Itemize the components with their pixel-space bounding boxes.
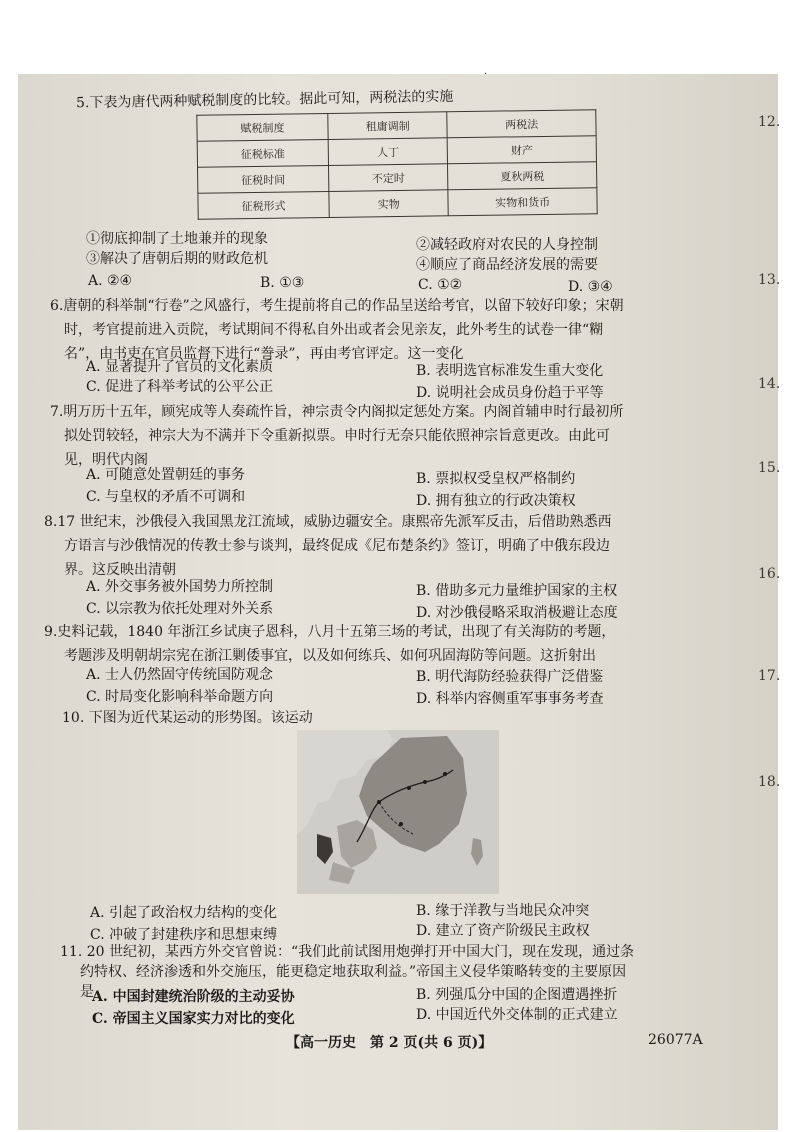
right-question-13: 13.	[758, 272, 781, 288]
right-question-12: 12.	[758, 114, 781, 130]
q9-stem: 9.史料记载，1840 年浙江乡试庚子恩科，八月十五第三场的考试，出现了有关海防的考题，考题涉及明朝胡宗宪在浙江剿倭事宜，以及如何练兵、如何巩固海防等问题。这折射出	[44, 624, 616, 664]
q7-option-a: A. 可随意处置朝廷的事务	[86, 467, 246, 483]
table-cell: 赋税制度	[197, 113, 328, 141]
q10-stem: 10. 下图为近代某运动的形势图。该运动	[62, 710, 313, 726]
q7-option-d: D. 拥有独立的行政决策权	[416, 493, 576, 509]
q11-option-a: A. 中国封建统治阶级的主动妥协	[92, 989, 295, 1005]
q10-option-c: C. 冲破了封建秩序和思想束缚	[90, 927, 278, 943]
q6-stem: 6.唐朝的科举制“行卷”之风盛行，考生提前将自己的作品呈送给考官，以留下较好印象；宋朝时，考官提前进入贡院，考试期间不得私自外出或者会见亲友，此外考生的试卷一律“糊名”，由书吏在官员监督下进行“誊录”，再由考官评定。这一变化	[50, 298, 624, 362]
right-question-17: 17.	[758, 668, 781, 684]
q9-option-a: A. 士人仍然固守传统国防观念	[86, 667, 274, 683]
q8-option-c: C. 以宗教为依托处理对外关系	[86, 601, 274, 617]
q6-option-c: C. 促进了科举考试的公平公正	[86, 379, 274, 395]
q8-option-b: B. 借助多元力量维护国家的主权	[416, 583, 618, 599]
table-cell: 两税法	[447, 110, 596, 138]
right-question-16: 16.	[758, 566, 781, 582]
table-cell: 租庸调制	[328, 112, 448, 140]
q10-option-d: D. 建立了资产阶级民主政权	[416, 923, 590, 939]
q9-option-b: B. 明代海防经验获得广泛借鉴	[416, 669, 604, 685]
q9-option-c: C. 时局变化影响科举命题方向	[86, 689, 274, 705]
q7-stem: 7.明万历十五年，顾宪成等人奏疏忤旨，神宗责令内阁拟定惩处方案。内阁首辅申时行最初所拟处罚较轻，神宗大为不满并下令重新拟票。申时行无奈只能依照神宗旨意更改。由此可见，明代内阁	[50, 404, 624, 468]
paper-code: 26077A	[648, 1032, 703, 1048]
right-question-15: 15.	[758, 460, 781, 476]
q10-option-a: A. 引起了政治权力结构的变化	[90, 905, 278, 921]
movement-situation-map	[297, 730, 499, 894]
q7-option-b: B. 票拟权受皇权严格制约	[416, 471, 576, 487]
q5-stem: 5.下表为唐代两种赋税制度的比较。据此可知，两税法的实施	[75, 88, 454, 112]
table-cell: 财产	[448, 136, 597, 164]
q11-option-b: B. 列强瓜分中国的企图遭遇挫折	[416, 987, 618, 1003]
table-cell: 实物和货币	[448, 188, 597, 216]
q7-option-c: C. 与皇权的矛盾不可调和	[86, 489, 246, 505]
table-cell: 人丁	[328, 138, 448, 166]
q5-item-1: ①彻底抑制了土地兼并的现象	[86, 231, 268, 247]
q9-option-d: D. 科举内容侧重军事事务考查	[416, 691, 604, 707]
q8-stem: 8.17 世纪末，沙俄侵入我国黑龙江流域，威胁边疆安全。康熙帝先派军反击，后借助熟悉西方语言与沙俄情况的传教士参与谈判，最终促成《尼布楚条约》签订，明确了中俄东段边界。这反映出清朝	[44, 514, 612, 578]
q5-choice-c: C. ①②	[418, 277, 463, 293]
q6-option-a: A. 显著提升了官员的文化素质	[86, 359, 274, 375]
table-cell: 夏秋两税	[448, 162, 597, 190]
q6-option-d: D. 说明社会成员身份趋于平等	[416, 385, 604, 401]
table-cell: 实物	[329, 190, 449, 218]
q5-choice-d: D. ③④	[568, 279, 613, 295]
table-cell: 不定时	[329, 164, 449, 192]
q5-item-2: ②减轻政府对农民的人身控制	[416, 237, 598, 253]
page-footer: 【高一历史 第 2 页(共 6 页)】	[286, 1035, 493, 1051]
q11-stem: 11. 20 世纪初，某西方外交官曾说：“我们此前试图用炮弹打开中国大门，现在发现，通过条约特权、经济渗透和外交施压，能更稳定地获取利益。”帝国主义侵华策略转变的主要原因是	[60, 944, 635, 1000]
q5-item-3: ③解决了唐朝后期的财政危机	[86, 251, 268, 267]
q8-option-d: D. 对沙俄侵略采取消极避让态度	[416, 605, 618, 621]
q10-option-b: B. 缘于洋教与当地民众冲突	[416, 903, 590, 919]
table-row	[198, 188, 597, 220]
q5-item-4: ④顺应了商品经济发展的需要	[416, 257, 598, 273]
q11-option-c: C. 帝国主义国家实力对比的变化	[92, 1011, 295, 1027]
q5-choice-a: A. ②④	[88, 273, 133, 289]
tax-comparison-table	[196, 109, 597, 220]
table-cell: 征税时间	[198, 165, 329, 193]
top-mark: .	[484, 66, 488, 77]
q11-option-d: D. 中国近代外交体制的正式建立	[416, 1007, 618, 1023]
table-cell: 征税标准	[197, 139, 328, 167]
q6-option-b: B. 表明选官标准发生重大变化	[416, 363, 604, 379]
q5-choice-b: B. ①③	[260, 275, 305, 291]
table-cell: 征税形式	[198, 191, 329, 219]
right-question-18: 18.	[758, 774, 781, 790]
right-question-14: 14.	[758, 376, 781, 392]
q8-option-a: A. 外交事务被外国势力所控制	[86, 579, 274, 595]
